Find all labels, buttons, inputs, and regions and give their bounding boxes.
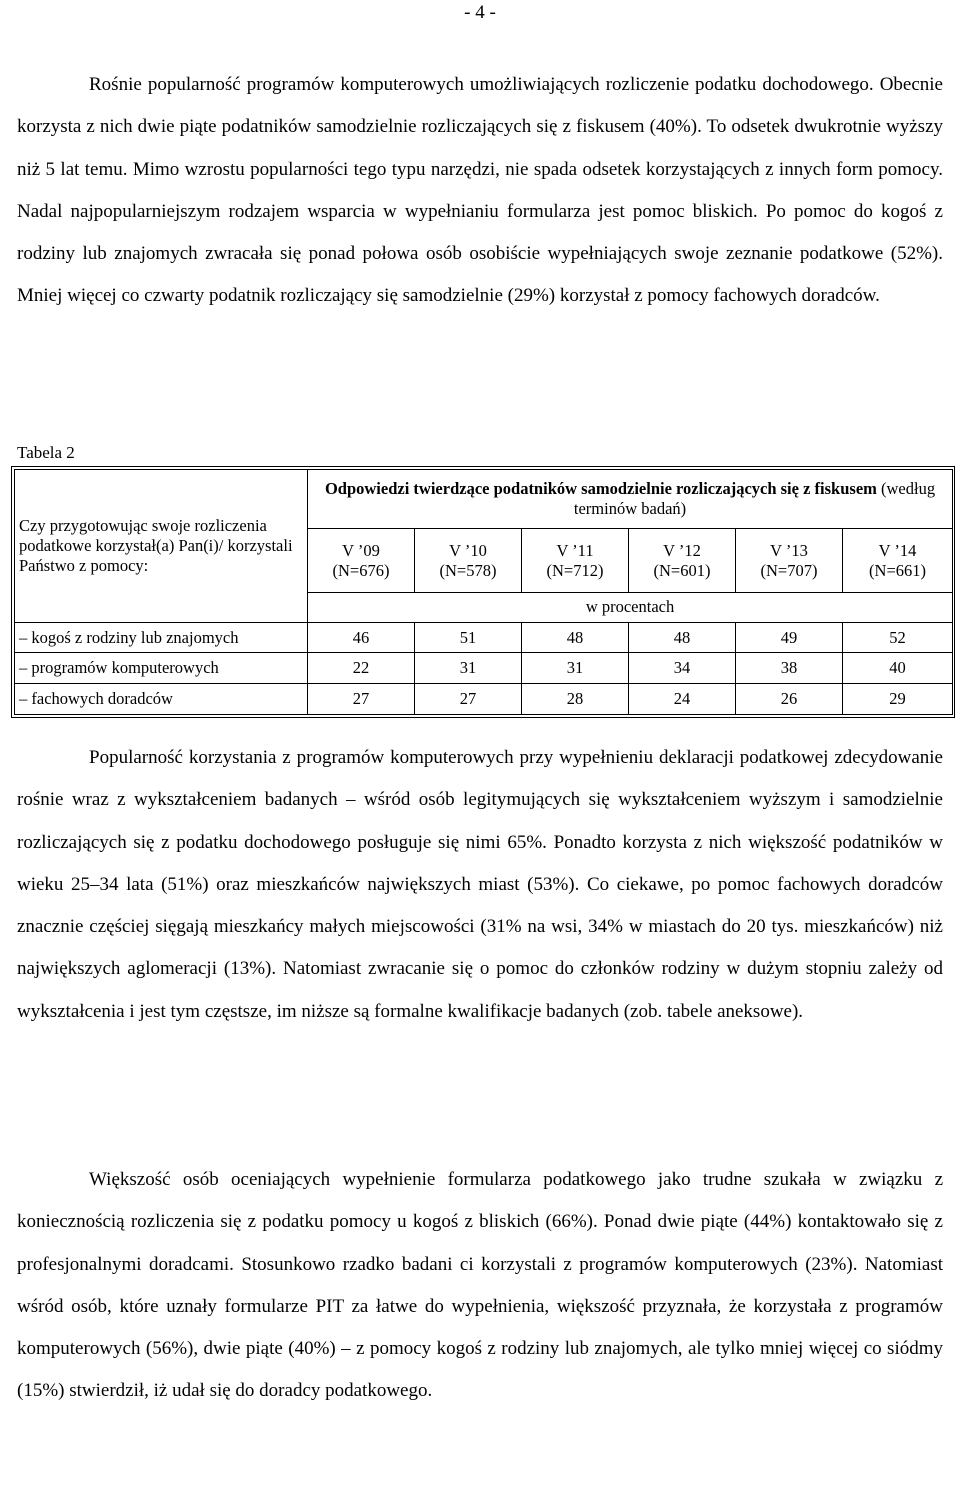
- wave-header: V ’10 (N=578): [415, 529, 522, 593]
- value-cell: 46: [308, 622, 415, 653]
- wave-header: V ’12 (N=601): [629, 529, 736, 593]
- table-row: [15, 684, 953, 715]
- wave-header: V ’13 (N=707): [736, 529, 843, 593]
- value-cell: 49: [736, 622, 843, 653]
- paragraph-2-text: Popularność korzystania z programów komputerowych przy wypełnieniu deklaracji podatkowej zdecydowanie rośnie wraz z wykształceniem badanych – wśród osób legitymujących się wykształceniem wyższym i samodzielnie rozliczających się z podatku dochodowego posługuje się nimi 65%. Ponadto korzysta z nich większość podatników w wieku 25–34 lata (51%) oraz mieszkańców największych miast (53%). Co ciekawe, po pomoc fachowych doradców znacznie częściej sięgają mieszkańcy małych miejscowości (31% na wsi, 34% w miastach do 20 tys. mieszkańców) niż największych aglomeracji (13%). Natomiast zwracanie się o pomoc do członków rodziny w dużym stopniu zależy od wykształcenia i jest tym częstsze, im niższe są formalne kwalifikacje badanych (zob. tabele aneksowe).: [17, 747, 943, 1022]
- table-caption: Tabela 2: [17, 443, 75, 462]
- value-cell: 40: [843, 653, 953, 684]
- row-label: – fachowych doradców: [15, 684, 308, 715]
- data-table: [14, 469, 953, 715]
- row-label: – kogoś z rodziny lub znajomych: [15, 622, 308, 653]
- value-cell: 24: [629, 684, 736, 715]
- header-bold-text: Odpowiedzi twierdzące podatników samodzielnie rozliczających się z fiskusem: [324, 479, 877, 499]
- table-row: [15, 653, 953, 684]
- header-normal-text: (według terminów badań): [573, 479, 936, 519]
- question-cell: Czy przygotowując swoje rozliczenia podatkowe korzystał(a) Pan(i)/ korzystali Państwo z pomocy:: [15, 470, 308, 623]
- header-cell: [308, 470, 953, 529]
- unit-cell: w procentach: [308, 593, 953, 623]
- page-number: - 4 -: [464, 2, 496, 23]
- value-cell: 48: [629, 622, 736, 653]
- paragraph-3-text: Większość osób oceniających wypełnienie formularza podatkowego jako trudne szukała w związku z koniecznością rozliczenia się z podatku pomocy u kogoś z bliskich (66%). Ponad dwie piąte (44%) kontaktowało się z profesjonalnymi doradcami. Stosunkowo rzadko badani ci korzystali z programów komputerowych (23%). Natomiast wśród osób, które uznały formularze PIT za łatwe do wypełnienia, większość przyznała, że korzystała z programów komputerowych (56%), dwie piąte (40%) – z pomocy kogoś z rodziny lub znajomych, ale tylko mniej więcej co siódmy (15%) stwierdził, iż udał się do doradcy podatkowego.: [17, 1169, 943, 1402]
- value-cell: 27: [308, 684, 415, 715]
- paragraph-3: [17, 1159, 943, 1413]
- value-cell: 34: [629, 653, 736, 684]
- wave-header: V ’11 (N=712): [522, 529, 629, 593]
- value-cell: 26: [736, 684, 843, 715]
- paragraph-1-text: Rośnie popularność programów komputerowych umożliwiających rozliczenie podatku dochodowego. Obecnie korzysta z nich dwie piąte podatników samodzielnie rozliczających się z fiskusem (40%). To odsetek dwukrotnie wyższy niż 5 lat temu. Mimo wzrostu popularności tego typu narzędzi, nie spada odsetek korzystających z innych form pomocy. Nadal najpopularniejszym rodzajem wsparcia w wypełnianiu formularza jest pomoc bliskich. Po pomoc do kogoś z rodziny lub znajomych zwracała się ponad połowa osób osobiście wypełniających swoje zeznanie podatkowe (52%). Mniej więcej co czwarty podatnik rozliczający się samodzielnie (29%) korzystał z pomocy fachowych doradców.: [17, 74, 943, 307]
- wave-header: V ’09 (N=676): [308, 529, 415, 593]
- value-cell: 48: [522, 622, 629, 653]
- data-table-frame: [11, 466, 955, 718]
- value-cell: 38: [736, 653, 843, 684]
- value-cell: 29: [843, 684, 953, 715]
- paragraph-1: [17, 64, 943, 318]
- value-cell: 22: [308, 653, 415, 684]
- paragraph-2: [17, 737, 943, 1033]
- value-cell: 28: [522, 684, 629, 715]
- value-cell: 52: [843, 622, 953, 653]
- row-label: – programów komputerowych: [15, 653, 308, 684]
- value-cell: 31: [415, 653, 522, 684]
- table-row: [15, 622, 953, 653]
- wave-header: V ’14 (N=661): [843, 529, 953, 593]
- value-cell: 31: [522, 653, 629, 684]
- value-cell: 51: [415, 622, 522, 653]
- value-cell: 27: [415, 684, 522, 715]
